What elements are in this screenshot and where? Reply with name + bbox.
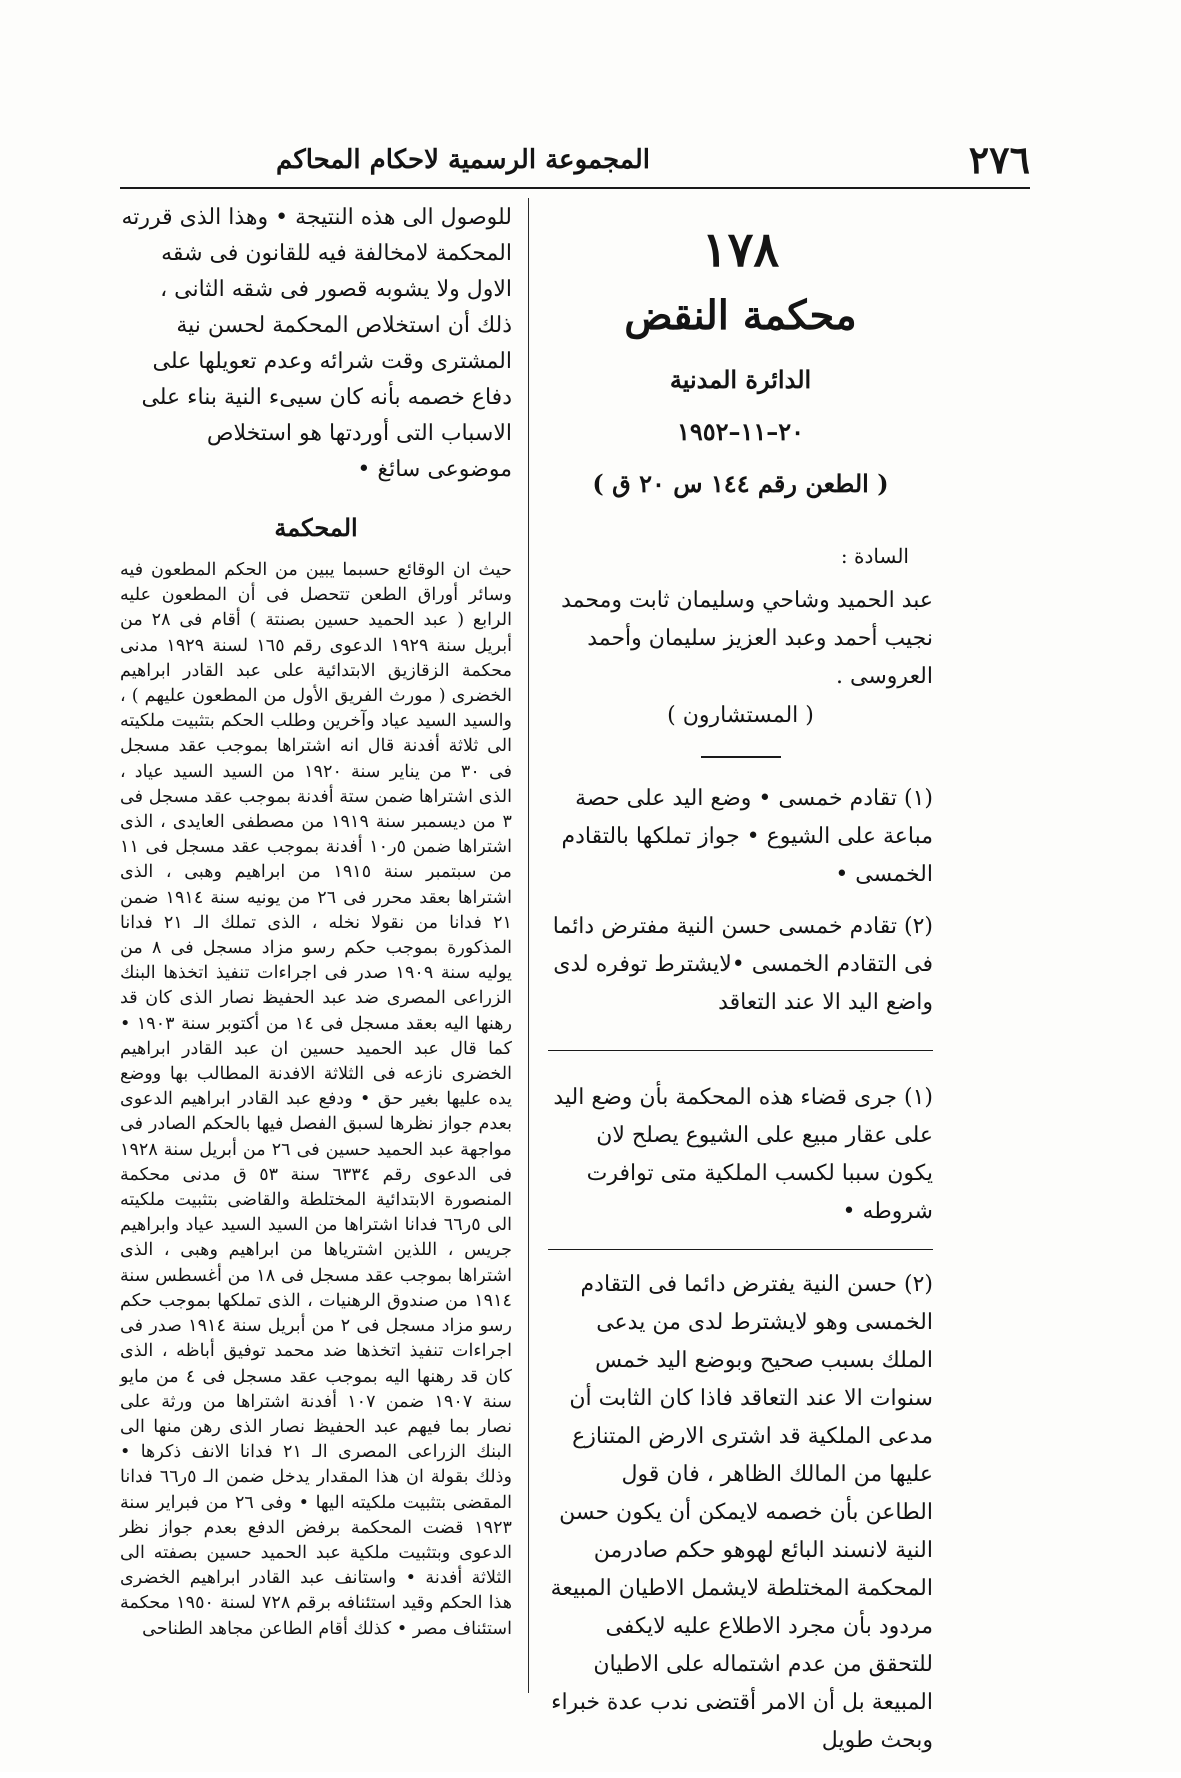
- column-divider: [528, 198, 529, 1693]
- case-number: ١٧٨: [701, 222, 780, 278]
- running-title: المجموعة الرسمية لاحكام المحاكم: [276, 145, 650, 175]
- section-heading: المحكمة: [274, 513, 358, 542]
- appeal-reference: ( الطعن رقم ١٤٤ س ٢٠ ق ): [592, 469, 889, 498]
- left-column: [120, 200, 512, 1642]
- judges-names: عبد الحميد وشاحي وسليمان ثابت ومحمد نجيب أحمد وعبد العزيز سليمان وأحمد العروسى .: [561, 588, 933, 689]
- judges-label: السادة :: [840, 544, 909, 568]
- headnote: (٢) تقادم خمسى حسن النية مفترض دائما فى التقادم الخمسى •لايشترط توفره لدى واضع اليد الا عند التعاقد: [552, 914, 933, 1015]
- legal-principle: (١) جرى قضاء هذه المحكمة بأن وضع اليد على عقار مبيع على الشيوع يصلح لان يكون سببا لكسب الملكية متى توافرت شروطه •: [553, 1085, 933, 1224]
- court-name: محكمة النقض: [624, 292, 857, 339]
- page-number: ٢٧٦: [968, 137, 1030, 182]
- legal-principle: (٢) حسن النية يفترض دائما فى التقادم الخمسى وهو لايشترط لدى من يدعى الملك بسبب صحيح وبوضع اليد خمس سنوات الا عند التعاقد فاذا كان الثابت أن مدعى الملكية قد اشترى الارض المتنازع عليها من المالك الظاهر ، فان قول الطاعن بأن خصمه لايمكن أن يكون حسن النية لانسند البائع لهوهو حكم صادرمن المحكمة المختلطة لايشمل الاطيان المبيعة مردود بأن مجرد الاطلاع عليه لايكفى للتحقق من عدم اشتماله على الاطيان المبيعة بل أن الامر أقتضى ندب عدة خبراء وبحث طويل: [550, 1272, 933, 1753]
- section-divider: [548, 1050, 933, 1051]
- judgment-body: حيث ان الوقائع حسبما يبين من الحكم المطعون فيه وسائر أوراق الطعن تتحصل فى أن المطعون عليه الرابع ( عبد الحميد حسين بصنتة ) أقام فى ٢٨ من أبريل سنة ١٩٢٩ الدعوى رقم ١٦٥ لسنة ١٩٢٩ مدنى محكمة الزقازيق الابتدائية على عبد القادر ابراهيم الخضرى ( مورث الفريق الأول من المطعون عليهم ) ، والسيد السيد عياد وآخرين وطلب الحكم بتثبيت ملكيته الى ثلاثة أفدنة قال انه اشتراها بموجب عقد مسجل فى ٣٠ من يناير سنة ١٩٢٠ من السيد السيد عياد ، الذى اشتراها ضمن ستة أفدنة بموجب عقد مسجل فى ٣ من ديسمبر سنة ١٩١٩ من مصطفى العايدى ، الذى اشتراها ضمن ٥ر١٠ أفدنة بموجب عقد مسجل فى ١١ من سبتمبر سنة ١٩١٥ من ابراهيم وهبى ، الذى اشتراها بعقد محرر فى ٢٦ من يونيه سنة ١٩١٤ ضمن ٢١ فدانا من نقولا نخله ، الذى تملك الـ ٢١ فدانا المذكورة بموجب حكم رسو مزاد مسجل فى ٨ من يوليه سنة ١٩٠٩ صدر فى اجراءات تنفيذ اتخذها البنك الزراعى المصرى ضد عبد الحفيظ نصار الذى كان قد رهنها اليه بعقد مسجل فى ١٤ من أكتوبر سنة ١٩٠٣ • كما قال عبد الحميد حسين ان عبد القادر ابراهيم الخضرى نازعه فى الثلاثة الافدنة المطالب بها ووضع يده عليها بغير حق • ودفع عبد القادر ابراهيم الدعوى بعدم جواز نظرها لسبق الفصل فيها بالحكم الصادر فى مواجهة عبد الحميد حسين فى ٢٦ من أبريل سنة ١٩٢٨ فى الدعوى رقم ٦٣٣٤ سنة ٥٣ ق مدنى محكمة المنصورة الابتدائية المختلطة والقاضى بتثبيت ملكيته الى ٥ر٦٦ فدانا اشتراها من السيد السيد عياد وابراهيم جريس ، اللذين اشترياها من ابراهيم وهبى ، الذى اشتراها بموجب عقد مسجل فى ١٨ من أغسطس سنة ١٩١٤ من صندوق الرهنيات ، الذى تملكها بموجب حكم رسو مزاد مسجل فى ٢ من أبريل سنة ١٩١٤ صدر فى اجراءات تنفيذ اتخذها ضد محمد توفيق أباظه ، الذى كان قد رهنها اليه بموجب عقد مسجل فى ٤ من مايو سنة ١٩٠٧ ضمن ١٠٧ أفدنة اشتراها من ورثة على نصار بما فيهم عبد الحفيظ نصار الذى رهن منها الى البنك الزراعى المصرى الـ ٢١ فدانا الانف ذكرها • وذلك بقولة ان هذا المقدار يدخل ضمن الـ ٥ر٦٦ فدانا المقضى بتثبيت ملكيته اليها • وفى ٢٦ من فبراير سنة ١٩٢٣ قضت المحكمة برفض الدفع بعدم جواز نظر الدعوى وبتثبيت ملكية عبد الحميد حسين بصفته الى الثلاثة أفدنة • واستانف عبد القادر ابراهيم الخضرى هذا الحكم وقيد استئنافه برقم ٧٢٨ لسنة ١٩٥٠ محكمة استئناف مصر • كذلك أقام الطاعن مجاهد الطناحى: [120, 560, 513, 1639]
- headnote: (١) تقادم خمسى • وضع اليد على حصة مباعة على الشيوع • جواز تملكها بالتقادم الخمسى •: [561, 786, 933, 887]
- page-header: [120, 138, 1030, 182]
- judges-title: ( المستشارون ): [667, 703, 814, 728]
- section-divider: [701, 756, 781, 758]
- right-column: [548, 210, 933, 1778]
- continued-paragraph: للوصول الى هذه النتيجة • وهذا الذى قررته المحكمة لامخالفة فيه للقانون فى شقه الاول ولا يشوبه قصور فى شقه الثانى ، ذلك أن استخلاص المحكمة لحسن نية المشترى وقت شرائه وعدم تعويلها على دفاع خصمه بأنه كان سيىء النية بناء على الاسباب التى أوردتها هو استخلاص موضوعى سائغ •: [121, 205, 512, 482]
- judgment-date: ٢٠–١١–١٩٥٢: [676, 417, 805, 446]
- section-divider: [548, 1249, 933, 1250]
- circuit-name: الدائرة المدنية: [669, 365, 812, 394]
- header-rule: [120, 187, 1030, 189]
